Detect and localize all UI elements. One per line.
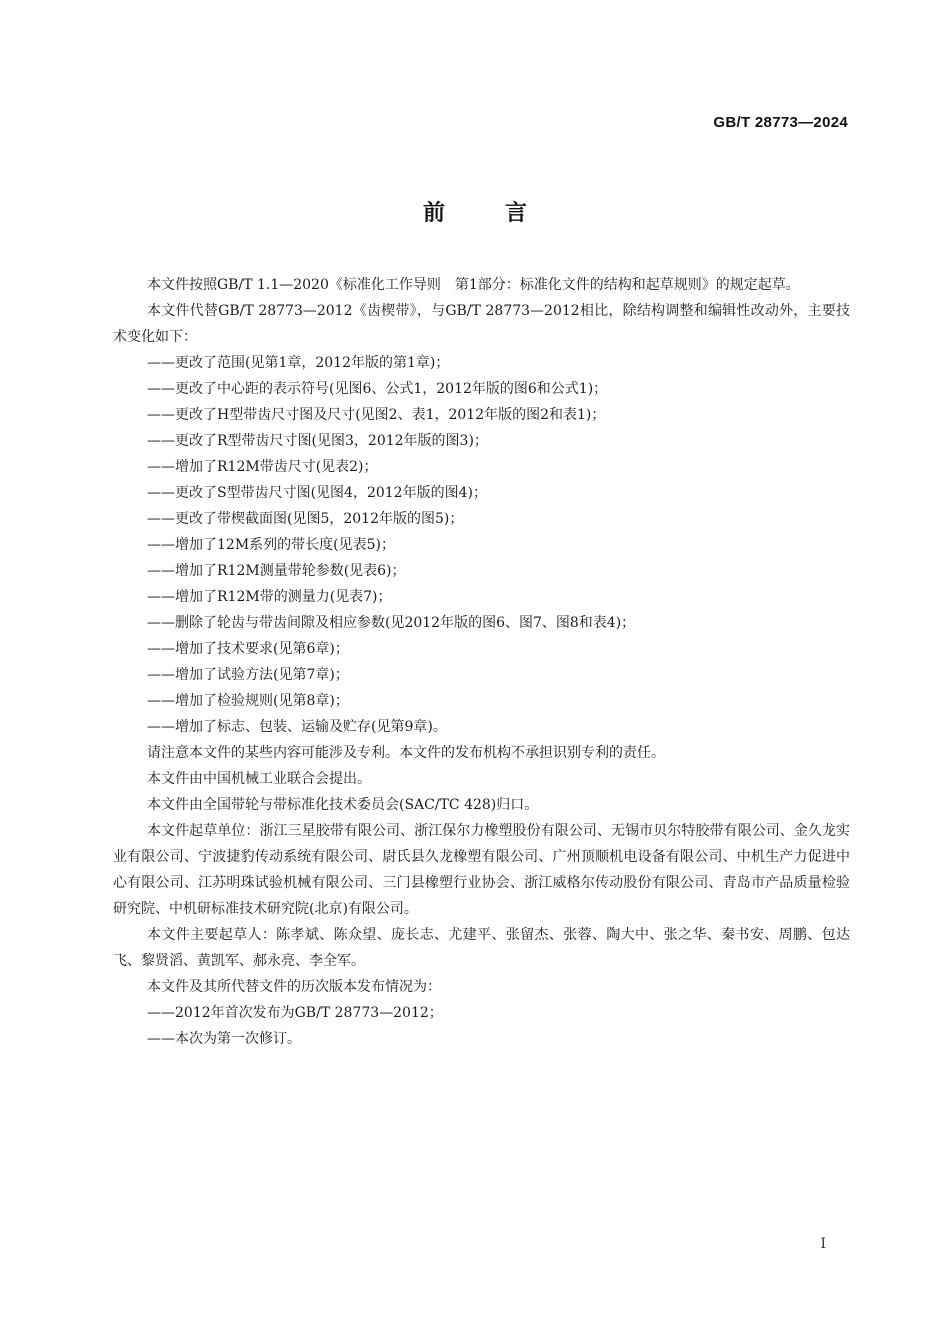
foreword-body [113, 273, 850, 1052]
list-item: ——增加了R12M测量带轮参数(见表6)； [147, 563, 406, 579]
list-item: ——增加了12M系列的带长度(见表5)； [147, 537, 395, 553]
list-item: ——更改了带楔截面图(见图5，2012年版的图5)； [147, 511, 464, 527]
list-item: ——更改了中心距的表示符号(见图6、公式1，2012年版的图6和公式1)； [147, 381, 608, 397]
list-item: ——增加了检验规则(见第8章)； [147, 693, 349, 709]
page-number: I [820, 1236, 826, 1252]
paragraph-replaces: 本文件代替GB/T 28773—2012《齿楔带》，与GB/T 28773—2012相比，除结构调整和编辑性改动外，主要技术变化如下： [113, 303, 850, 345]
list-item: ——本次为第一次修订。 [147, 1031, 301, 1047]
list-item: ——更改了H型带齿尺寸图及尺寸(见图2、表1，2012年版的图2和表1)； [147, 407, 606, 423]
change-list [113, 350, 850, 740]
standard-number: GB/T 28773—2024 [713, 114, 848, 131]
paragraph-drafters: 本文件主要起草人：陈孝斌、陈众望、庞长志、尤建平、张留杰、张蓉、陶大中、张之华、秦书安、周鹏、包达飞、黎贤滔、黄凯军、郝永亮、李全军。 [113, 927, 850, 969]
paragraph-under-jurisdiction: 本文件由全国带轮与带标准化技术委员会(SAC/TC 428)归口。 [147, 797, 539, 813]
list-item: ——增加了试验方法(见第7章)； [147, 667, 349, 683]
paragraph-drafting-rules: 本文件按照GB/T 1.1—2020《标准化工作导则 第1部分：标准化文件的结构和起草规则》的规定起草。 [147, 277, 800, 293]
paragraph-drafting-organizations: 本文件起草单位：浙江三星胶带有限公司、浙江保尔力橡塑股份有限公司、无锡市贝尔特胶带有限公司、金久龙实业有限公司、宁波捷豹传动系统有限公司、尉氏县久龙橡塑有限公司、广州顶顺机电设备有限公司、中机生产力促进中心有限公司、江苏明珠试验机械有限公司、三门县橡塑行业协会、浙江威格尔传动股份有限公司、青岛市产品质量检验研究院、中机研标准技术研究院(北京)有限公司。 [113, 823, 850, 917]
list-item: ——更改了R型带齿尺寸图(见图3，2012年版的图3)； [147, 433, 488, 449]
list-item: ——增加了标志、包装、运输及贮存(见第9章)。 [147, 719, 447, 735]
history-list [113, 1000, 850, 1052]
list-item: ——删除了轮齿与带齿间隙及相应参数(见2012年版的图6、图7、图8和表4)； [147, 615, 636, 631]
page-title: 前言 [422, 201, 587, 226]
list-item: ——增加了R12M带的测量力(见表7)； [147, 589, 392, 605]
paragraph-version-history: 本文件及其所代替文件的历次版本发布情况为： [147, 979, 441, 995]
list-item: ——增加了技术要求(见第6章)； [147, 641, 349, 657]
list-item: ——增加了R12M带齿尺寸(见表2)； [147, 459, 378, 475]
list-item: ——2012年首次发布为GB/T 28773—2012； [147, 1005, 443, 1021]
list-item: ——更改了S型带齿尺寸图(见图4，2012年版的图4)； [147, 485, 487, 501]
paragraph-proposed-by: 本文件由中国机械工业联合会提出。 [147, 771, 371, 787]
paragraph-patent-notice: 请注意本文件的某些内容可能涉及专利。本文件的发布机构不承担识别专利的责任。 [147, 745, 665, 761]
list-item: ——更改了范围(见第1章，2012年版的第1章)； [147, 355, 450, 371]
